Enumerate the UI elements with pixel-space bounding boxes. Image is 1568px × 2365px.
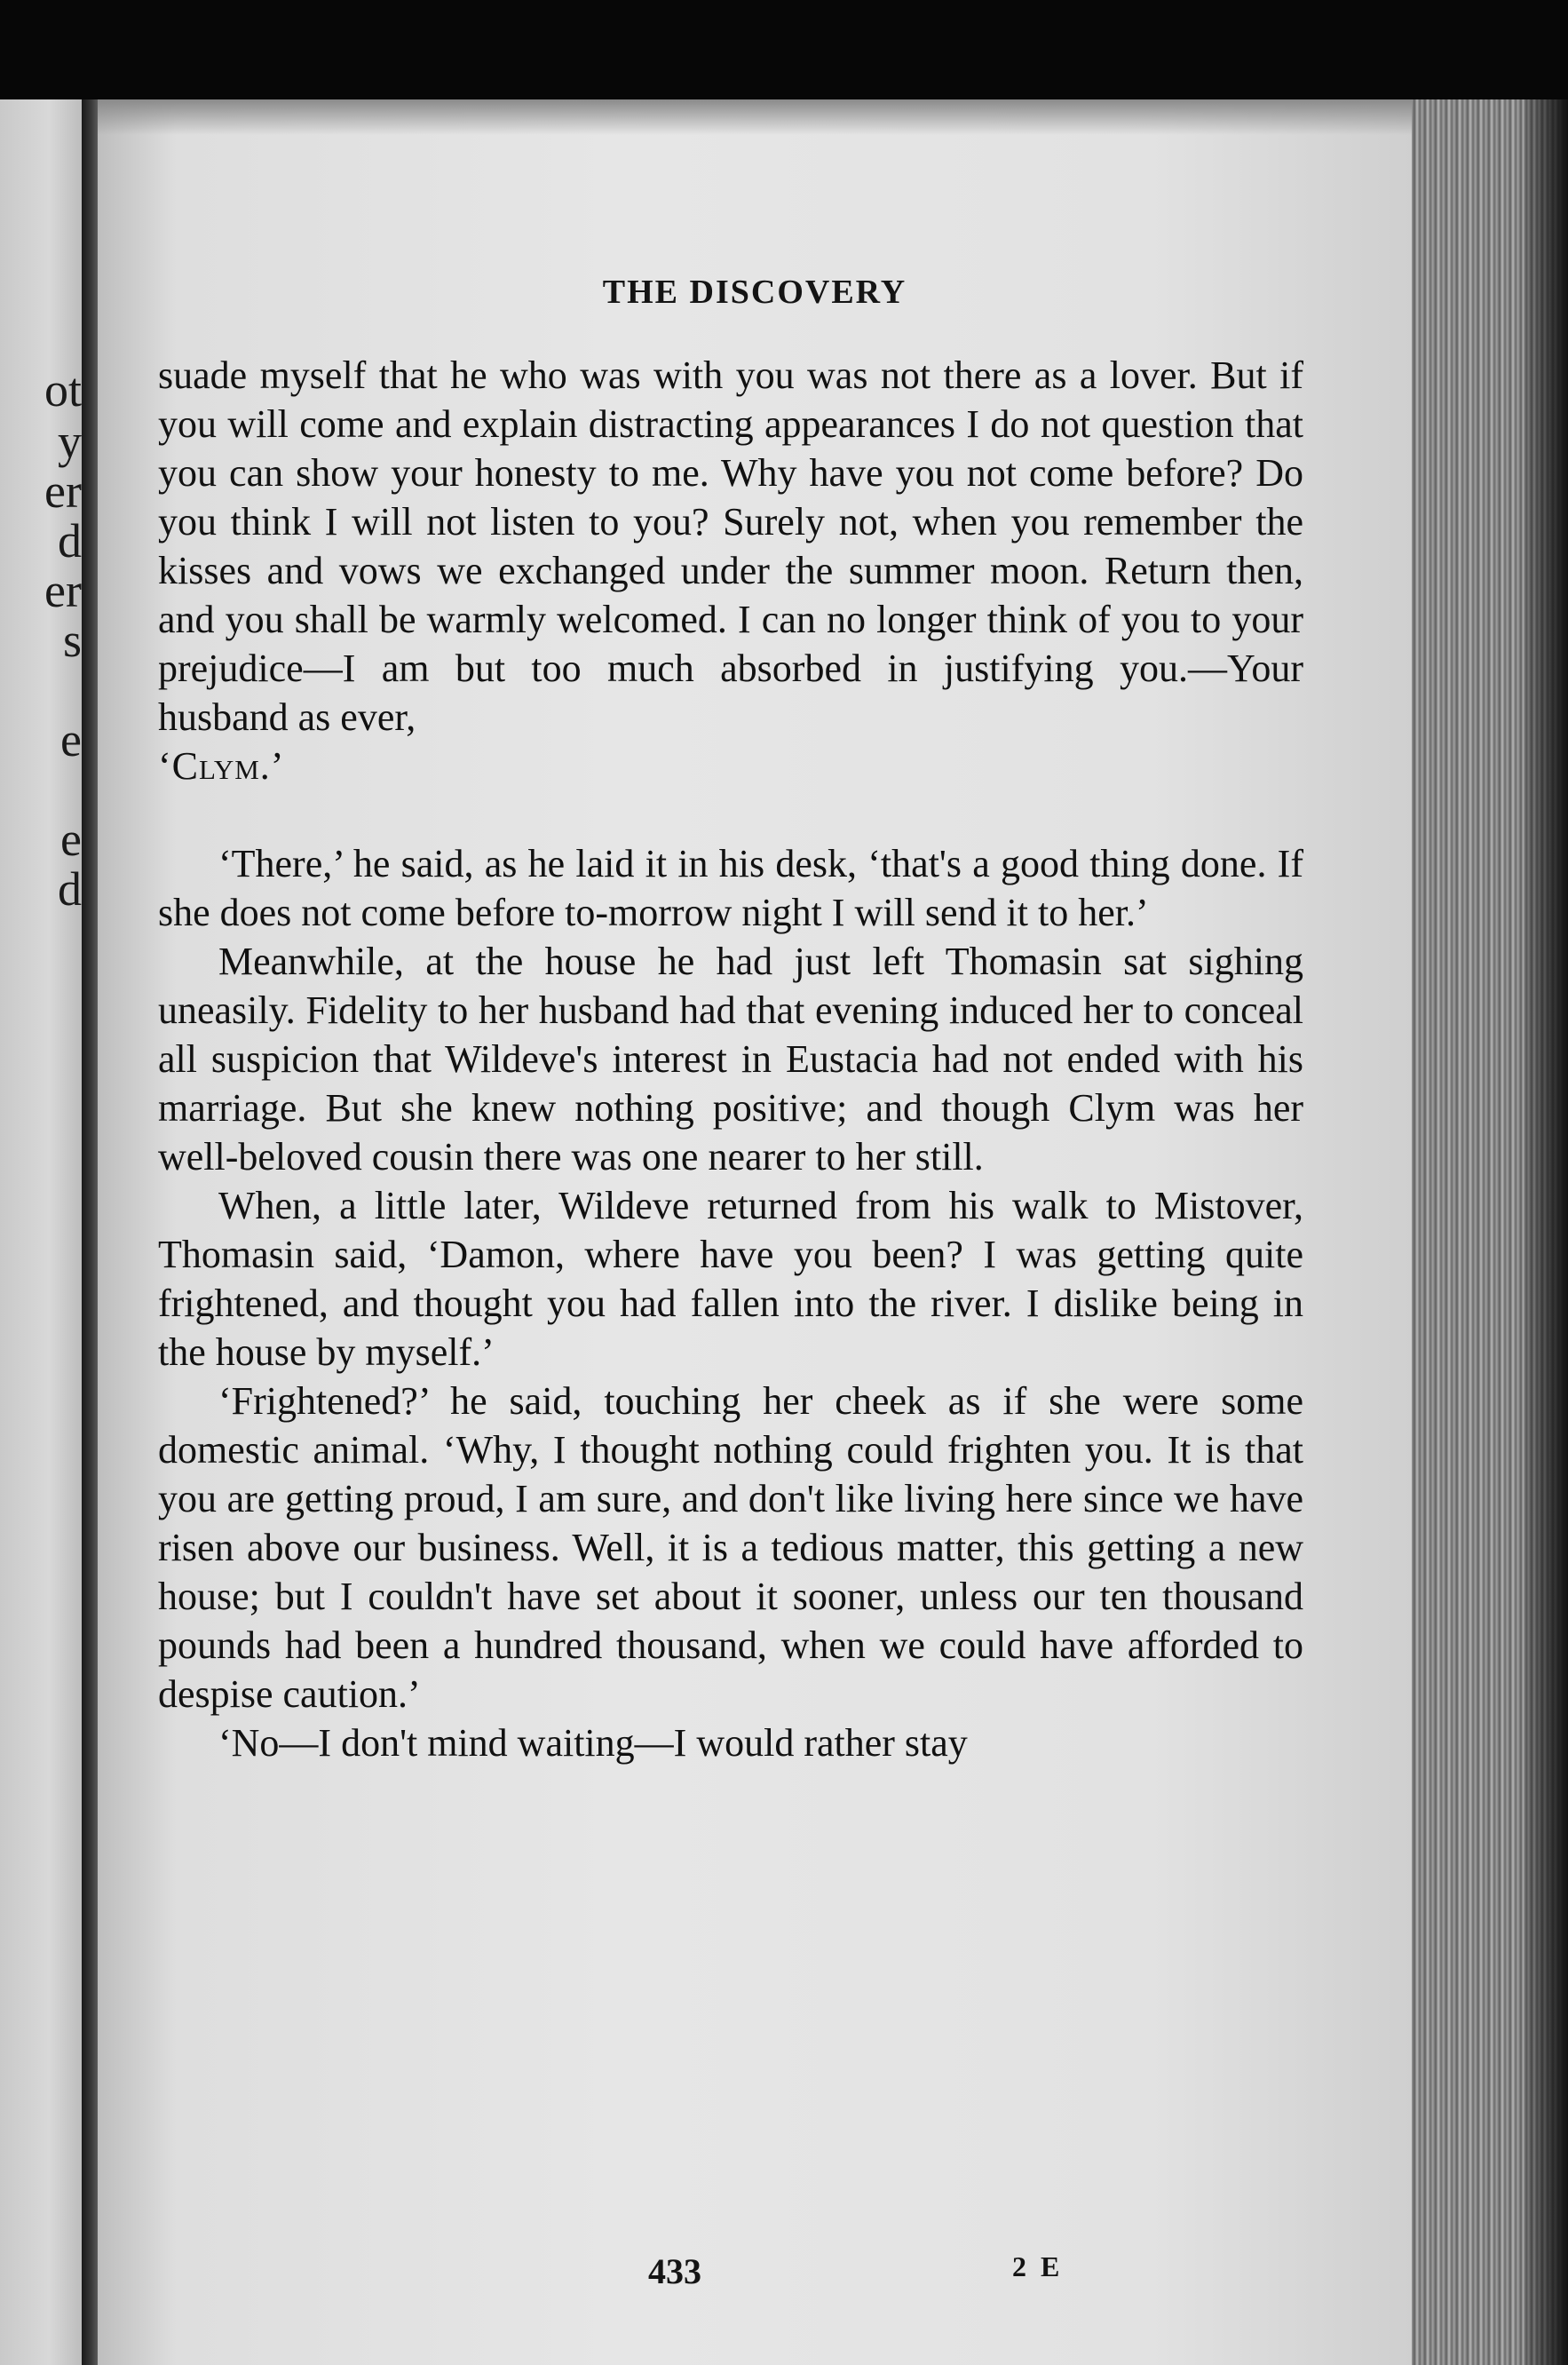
paragraph-letter-continuation: suade myself that he who was with you was not there as a lover. But if you will come and explain distracting appearances I do not question that you can show your honesty to me. Why have you not come before? Do you think I will not listen to you? Surely not, when you remember the kisses and vows we exchanged under the summer moon. Return then, and you shall be warmly welcomed. I can no longer think of you to your prejudice—I am but too much absorbed in justifying you.—Your husband as ever, [158,353,1303,739]
page-stack-edge [1412,99,1568,2365]
left-page-fragment: e [60,813,82,866]
paragraph: ‘Frightened?’ he said, touching her cheek as if she were some domestic animal. ‘Why, I thought nothing could frighten you. It is that you are getting proud, I am sure, and don't like living here since we have risen above our business. Well, it is a tedious matter, this getting a new house; but I couldn't have set about it sooner, unless our ten thousand pounds had been a hundred thousand, when we could have afforded to despise caution.’ [158,1379,1303,1716]
book-page [98,99,1412,2365]
letter-signature: ‘Clym.’ [158,744,285,788]
left-page-fragment: e [60,713,82,766]
left-page-fragment: s [62,614,82,667]
page-top-shadow [98,99,1412,135]
paragraph-gap [158,790,1303,839]
left-page-fragment: y [58,415,82,468]
paragraph: ‘There,’ he said, as he laid it in his desk, ‘that's a good thing done. If she does not come before to-morrow night I will send it to her.’ [158,842,1303,934]
page-footer [98,2250,1412,2304]
paragraph: Meanwhile, at the house he had just left Thomasin sat sighing uneasily. Fidelity to her husband had that evening induced her to conceal all suspicion that Wildeve's interest in Eustacia had not ended with his marriage. But she knew nothing positive; and though Clym was her well-beloved cousin there was one nearer to her still. [158,940,1303,1179]
left-page-fragment: ot [44,363,82,417]
signature-mark: 2 E [1012,2250,1064,2282]
paragraph: When, a little later, Wildeve returned from his walk to Mistover, Thomasin said, ‘Damon, where have you been? I was getting quite frightened, and thought you had fallen into the river. I dislike being in the house by myself.’ [158,1184,1303,1374]
paragraph: ‘No—I don't mind waiting—I would rather stay [218,1721,968,1765]
body-text [158,351,1303,1767]
left-page-fragment: d [58,514,82,567]
left-page-fragment: er [44,464,82,518]
running-head: THE DISCOVERY [602,274,907,311]
left-page-fragment: er [44,564,82,617]
book-gutter [82,99,98,2365]
page-number: 433 [648,2251,701,2291]
left-page-fragment: d [58,862,82,916]
left-facing-page [0,99,82,2365]
